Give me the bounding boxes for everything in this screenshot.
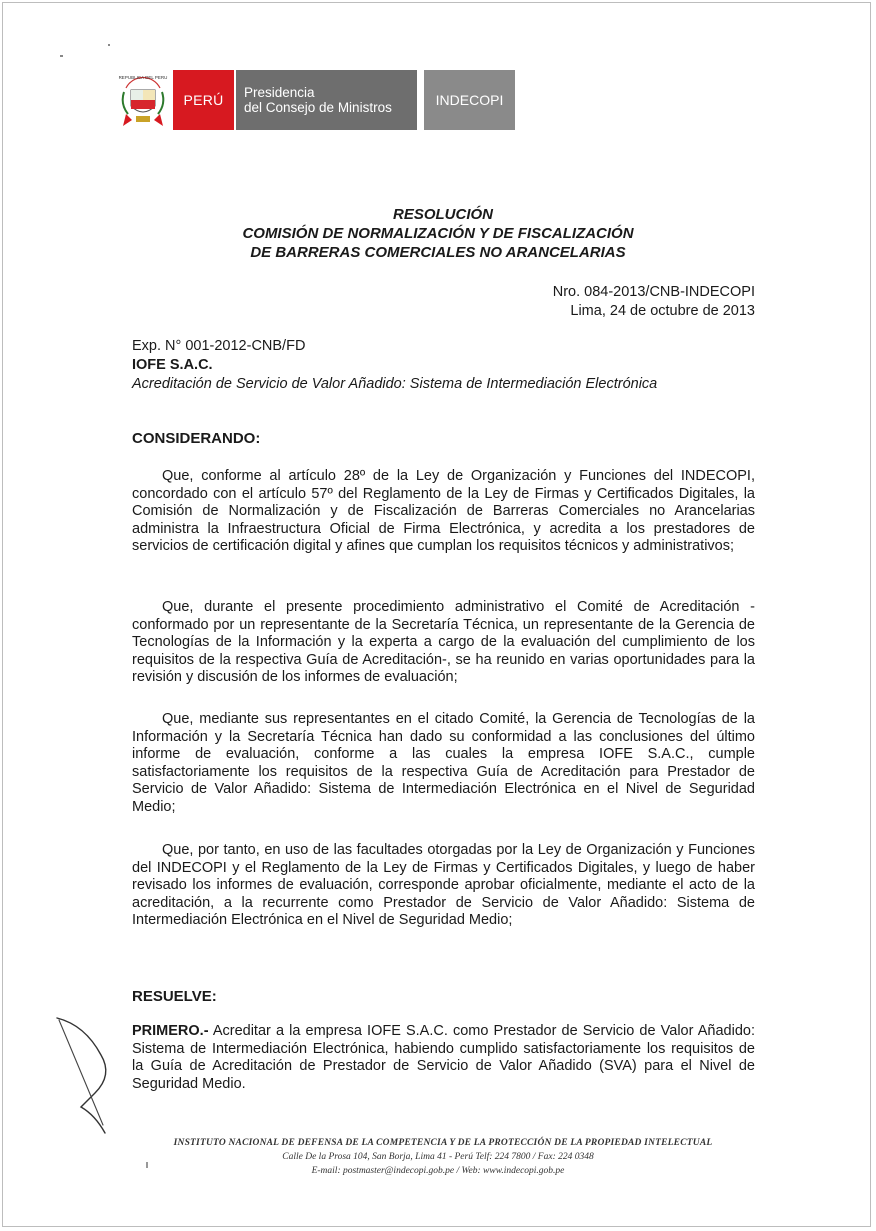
indecopi-label: INDECOPI (435, 92, 504, 108)
pcm-line-1: Presidencia (244, 85, 315, 100)
pcm-logo (236, 70, 417, 130)
scan-speck (60, 55, 63, 57)
footer-address: Calle De la Prosa 104, San Borja, Lima 41 - Perú Telf: 224 7800 / Fax: 224 0348 (282, 1152, 594, 1162)
resuelve-heading: RESUELVE: (132, 988, 217, 1005)
considerando-paragraph (132, 599, 755, 687)
company-name: IOFE S.A.C. (132, 357, 213, 373)
paragraph-text: Que, durante el presente procedimiento administrativo el Comité de Acreditación - conformado por un representante de la Secretaría Técnica, un representante de la Gerencia de Tecnologías de la Información y la experta a cargo de la evaluación del cumplimiento de los requisitos de la respectiva Guía de Acreditación-, se ha reunido en varias oportunidades para la revisión y discusión de los informes de evaluación; (132, 599, 755, 686)
expediente-number: Exp. N° 001-2012-CNB/FD (132, 338, 306, 354)
pcm-line-2: del Consejo de Ministros (244, 100, 392, 115)
title-line-1: RESOLUCIÓN (392, 206, 493, 223)
resuelve-primero (132, 1023, 755, 1093)
considerando-heading: CONSIDERANDO: (132, 430, 261, 447)
considerando-paragraph (132, 842, 755, 930)
footer (0, 1136, 876, 1178)
title-line-3: DE BARRERAS COMERCIALES NO ARANCELARIAS (250, 244, 626, 261)
document-title (0, 205, 876, 262)
handwritten-initial-signature (55, 1015, 135, 1135)
considerando-paragraph (132, 468, 755, 556)
peru-label: PERÚ (183, 92, 224, 108)
paragraph-text: Que, conforme al artículo 28º de la Ley de Organización y Funciones del INDECOPI, concordado con el artículo 57º del Reglamento de la Ley de Firmas y Certificados Digitales, la Comisión de Normalización y de Fiscalización de Barreras Comerciales no Arancelarias administra la Infraestructura Oficial de Firma Electrónica, y acredita a los prestadores de servicios de certificación digital y afines que cumplan los requisitos técnicos y administrativos; (132, 468, 755, 555)
peru-logo (173, 70, 234, 130)
primero-label: PRIMERO.- (132, 1023, 209, 1039)
scan-speck (146, 1162, 148, 1168)
footer-institution: INSTITUTO NACIONAL DE DEFENSA DE LA COMPETENCIA Y DE LA PROTECCIÓN DE LA PROPIEDAD INTELECTUAL (173, 1138, 713, 1148)
considerando-paragraph (132, 711, 755, 817)
peru-coat-of-arms-icon (118, 70, 168, 130)
expediente-subject: Acreditación de Servicio de Valor Añadido: Sistema de Intermediación Electrónica (132, 376, 658, 392)
paragraph-text: Que, por tanto, en uso de las facultades otorgadas por la Ley de Organización y Funciones del INDECOPI y el Reglamento de la Ley de Firmas y Certificados Digitales, y luego de haber revisado los informes de evaluación, corresponde aprobar oficialmente, mediante el acto de la acreditación, a la recurrente como Prestador de Servicio de Valor Añadido: Sistema de Intermediación Electrónica en el Nivel de Seguridad Medio; (132, 842, 755, 929)
primero-text: Acreditar a la empresa IOFE S.A.C. como Prestador de Servicio de Valor Añadido: Sistema de Intermediación Electrónica, habiendo cumplido satisfactoriamente los requisitos de la Guía de Acreditación de Prestador de Servicio de Valor Añadido (SVA) para el Nivel de Seguridad Medio. (132, 1023, 755, 1092)
title-line-2: COMISIÓN DE NORMALIZACIÓN Y DE FISCALIZACIÓN (242, 225, 634, 242)
indecopi-logo (424, 70, 515, 130)
resolution-info (553, 283, 755, 321)
expediente-block (132, 337, 657, 394)
scan-speck (108, 44, 110, 46)
resolution-date: Lima, 24 de octubre de 2013 (570, 303, 755, 319)
footer-contact: E-mail: postmaster@indecopi.gob.pe / Web: www.indecopi.gob.pe (311, 1166, 565, 1176)
resolution-number: Nro. 084-2013/CNB-INDECOPI (552, 284, 755, 300)
paragraph-text: Que, mediante sus representantes en el citado Comité, la Gerencia de Tecnologías de la Información y la Secretaría Técnica han dado su conformidad a las conclusiones del último informe de evaluación, conforme a las cuales la empresa IOFE S.A.C., cumple satisfactoriamente los requisitos de la respectiva Guía de Acreditación para Prestador de Servicio de Valor Añadido: Sistema de Intermediación Electrónica en el Nivel de Seguridad Medio; (132, 711, 755, 815)
seal-text: REPUBLICA DEL PERU (118, 75, 168, 80)
